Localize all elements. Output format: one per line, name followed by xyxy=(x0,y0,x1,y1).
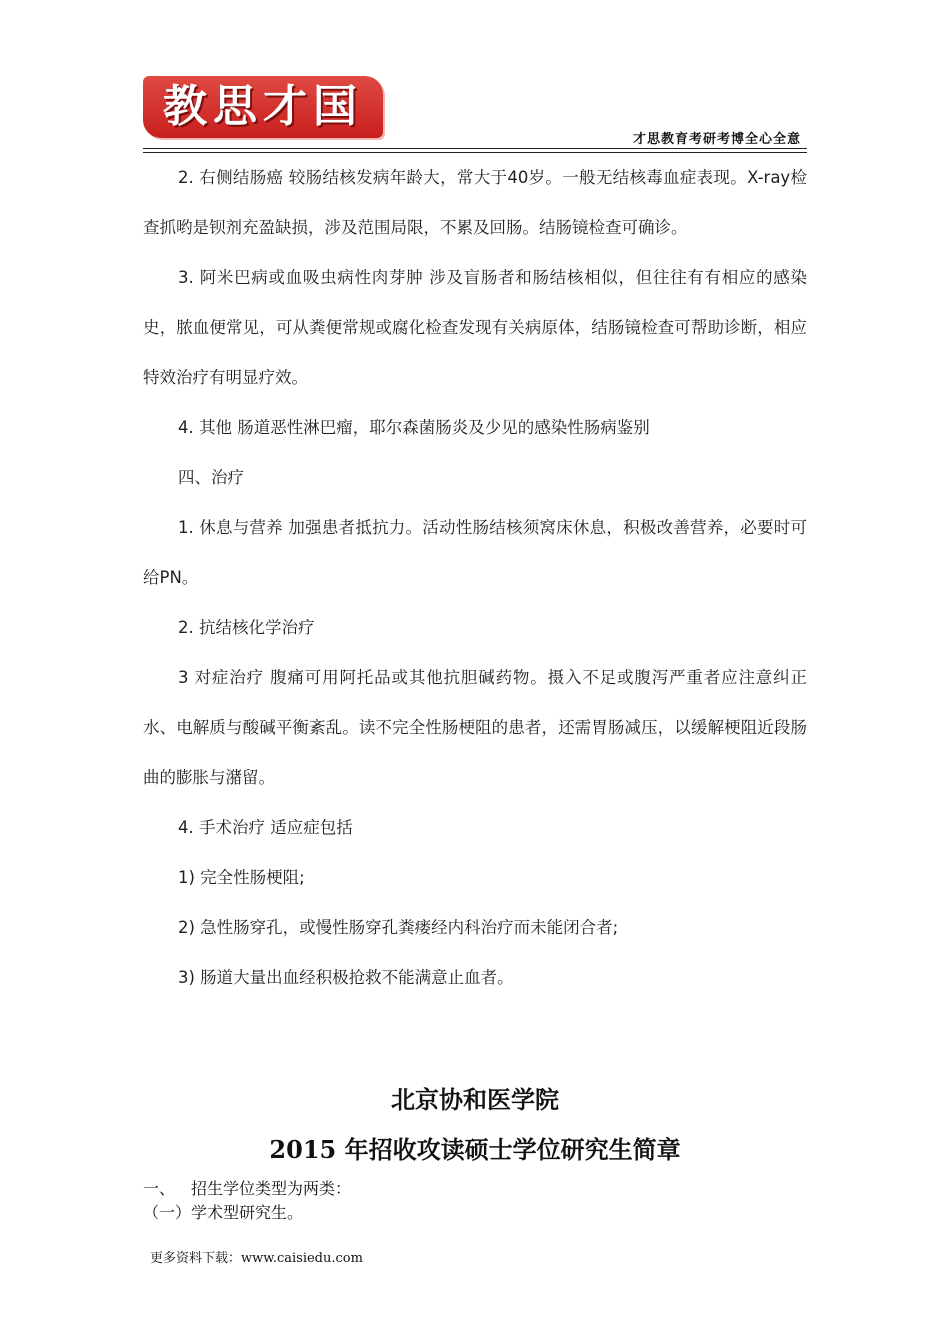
section-heading: 四、治疗 xyxy=(178,468,244,487)
document-subtitle: 2015 年招收攻读硕士学位研究生简章 xyxy=(269,1135,681,1164)
paragraph: 2. 抗结核化学治疗 xyxy=(178,618,315,637)
sub-item: （一）学术型研究生。 xyxy=(143,1203,304,1222)
header-rule-thick xyxy=(143,148,807,149)
item-text: 招生学位类型为两类： xyxy=(191,1179,352,1198)
header-slogan: 才思教育考研考博全心全意 xyxy=(632,132,801,147)
list-item: 2) 急性肠穿孔，或慢性肠穿孔粪瘘经内科治疗而未能闭合者; xyxy=(178,918,619,937)
footer-download-link[interactable]: 更多资料下载：www.caisiedu.com xyxy=(150,1251,363,1266)
paragraph: 4. 手术治疗 适应症包括 xyxy=(178,818,353,837)
document-body xyxy=(143,153,807,1003)
brand-logo-text: 教思才国 xyxy=(163,81,363,132)
document-title: 北京协和医学院 xyxy=(391,1085,559,1114)
enumerated-item xyxy=(143,1176,351,1199)
paragraph: 1. 休息与营养 加强患者抵抗力。活动性肠结核须窝床休息，积极改善营养，必要时可给PN。 xyxy=(143,518,807,587)
list-item: 3) 肠道大量出血经积极抢救不能满意止血者。 xyxy=(178,968,514,987)
item-number: 一、 xyxy=(143,1179,176,1198)
page-header xyxy=(143,70,807,150)
paragraph: 3 对症治疗 腹痛可用阿托品或其他抗胆碱药物。摄入不足或腹泻严重者应注意纠正水、电解质与酸碱平衡紊乱。读不完全性肠梗阻的患者，还需胃肠减压，以缓解梗阻近段肠曲的膨胀与潴留。 xyxy=(143,668,807,787)
paragraph: 3. 阿米巴病或血吸虫病性肉芽肿 涉及盲肠者和肠结核相似，但往往有有相应的感染史，脓血便常见，可从粪便常规或腐化检查发现有关病原体，结肠镜检查可帮助诊断，相应特效治疗有明显疗效。 xyxy=(143,268,807,387)
paragraph: 4. 其他 肠道恶性淋巴瘤，耶尔森菌肠炎及少见的感染性肠病鉴别 xyxy=(178,418,650,437)
brand-logo xyxy=(143,76,383,138)
paragraph: 2. 右侧结肠癌 较肠结核发病年龄大，常大于40岁。一般无结核毒血症表现。X-ray检查抓哟是钡剂充盈缺损，涉及范围局限，不累及回肠。结肠镜检查可确诊。 xyxy=(143,168,807,237)
list-item: 1) 完全性肠梗阻; xyxy=(178,868,305,887)
